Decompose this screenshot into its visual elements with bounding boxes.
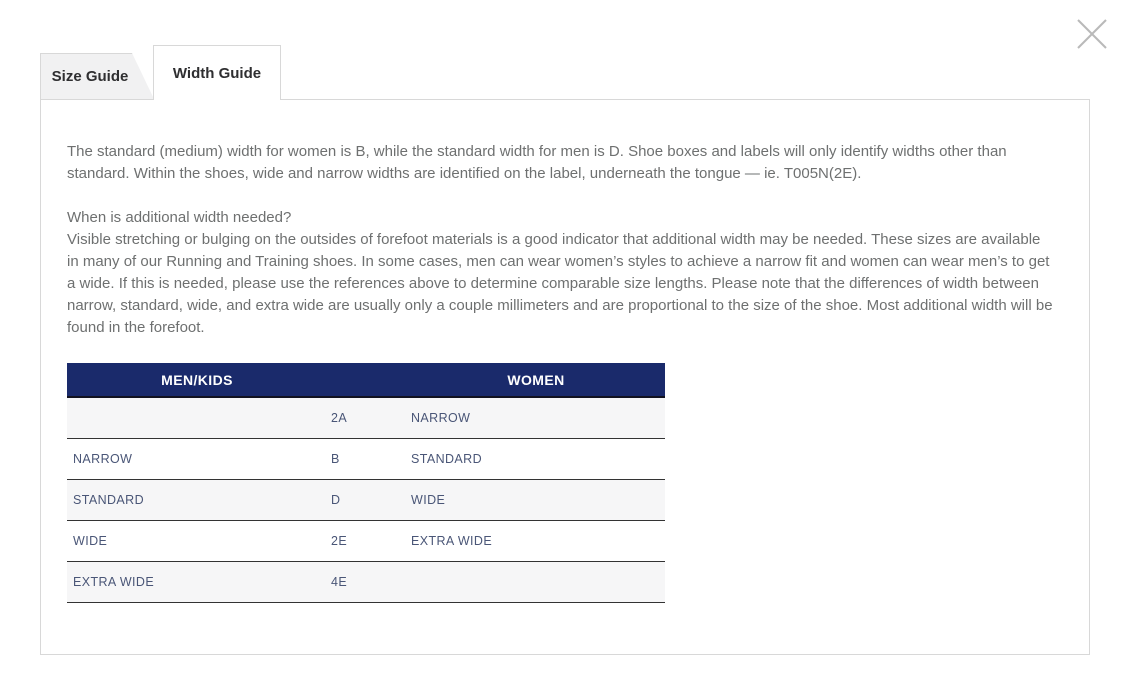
width-code-cell: B <box>327 438 407 479</box>
women-cell: NARROW <box>407 397 665 438</box>
men-kids-cell <box>67 397 327 438</box>
tab-size-guide[interactable] <box>40 53 154 99</box>
men-kids-cell: STANDARD <box>67 479 327 520</box>
women-cell <box>407 561 665 602</box>
table-header-row <box>67 363 665 397</box>
section-heading: When is additional width needed? <box>67 209 292 226</box>
width-code-cell: 4E <box>327 561 407 602</box>
header-spacer <box>327 363 407 397</box>
men-kids-cell: NARROW <box>67 438 327 479</box>
table-row <box>67 438 665 479</box>
header-men-kids: MEN/KIDS <box>67 363 327 397</box>
table-row <box>67 397 665 438</box>
close-icon <box>1073 15 1111 53</box>
men-kids-cell: EXTRA WIDE <box>67 561 327 602</box>
tab-size-guide-label: Size Guide <box>51 68 129 85</box>
table-row <box>67 520 665 561</box>
table-row <box>67 561 665 602</box>
width-comparison-table <box>67 363 665 603</box>
header-women: WOMEN <box>407 363 665 397</box>
women-cell: EXTRA WIDE <box>407 520 665 561</box>
tab-width-guide[interactable] <box>153 45 281 100</box>
women-cell: WIDE <box>407 479 665 520</box>
additional-width-section <box>67 207 1055 339</box>
women-cell: STANDARD <box>407 438 665 479</box>
men-kids-cell: WIDE <box>67 520 327 561</box>
tab-width-guide-label: Width Guide <box>172 64 262 82</box>
intro-paragraph: The standard (medium) width for women is B, while the standard width for men is D. Shoe boxes and labels will only identify widths other than standard. Within the shoes, wide and narrow widths are identified on the label, underneath the tongue — ie. T005N(2E). <box>67 143 1007 182</box>
width-code-cell: 2E <box>327 520 407 561</box>
table-row <box>67 479 665 520</box>
close-button[interactable] <box>1073 15 1111 53</box>
width-guide-panel <box>40 99 1090 655</box>
width-code-cell: 2A <box>327 397 407 438</box>
section-paragraph: Visible stretching or bulging on the outsides of forefoot materials is a good indicator that additional width may be needed. These sizes are available in many of our Running and Training shoes. In some cases, men can wear women’s styles to achieve a narrow fit and women can wear men’s to get a wide. If this is needed, please use the references above to determine comparable size lengths. Please note that the differences of width between narrow, standard, wide, and extra wide are usually only a couple millimeters and are proportional to the size of the shoe. Most additional width will be found in the forefoot. <box>67 231 1053 336</box>
width-code-cell: D <box>327 479 407 520</box>
